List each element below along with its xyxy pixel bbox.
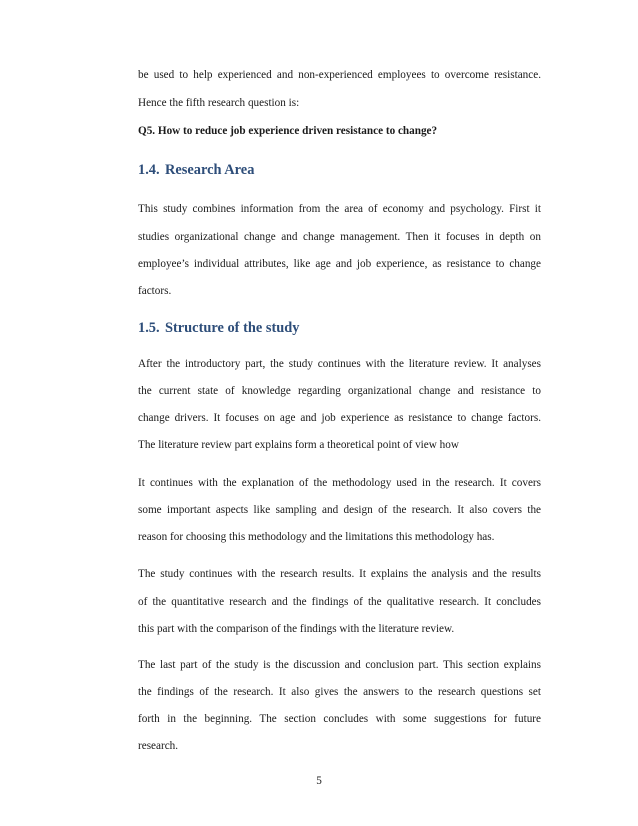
structure-p4-line: the findings of the research. It also gives the answers to the research questions set (138, 686, 541, 698)
structure-p1-line: The literature review part explains form a theoretical point of view how (138, 439, 459, 451)
heading-title: Research Area (165, 162, 255, 178)
structure-p2-line: It continues with the explanation of the methodology used in the research. It covers (138, 477, 541, 489)
structure-p1-line: After the introductory part, the study continues with the literature review. It analyses (138, 358, 541, 370)
structure-p3-line: The study continues with the research results. It explains the analysis and the results (138, 568, 541, 580)
structure-p4-line: research. (138, 740, 179, 752)
page-number: 5 (316, 775, 322, 787)
heading-number: 1.5. (138, 320, 160, 336)
research-question-5: Q5. How to reduce job experience driven resistance to change? (138, 125, 438, 137)
research-area-line: This study combines information from the area of economy and psychology. First it (138, 203, 541, 215)
structure-p1-line: change drivers. It focuses on age and job experience as resistance to change factors. (138, 412, 541, 424)
structure-p4-line: forth in the beginning. The section concludes with some suggestions for future (138, 713, 541, 725)
research-area-line: studies organizational change and change management. Then it focuses in depth on (138, 231, 541, 243)
heading-title: Structure of the study (165, 320, 300, 336)
research-area-line: employee’s individual attributes, like age and job experience, as resistance to change (138, 258, 541, 270)
structure-p4-line: The last part of the study is the discussion and conclusion part. This section explains (138, 659, 541, 671)
intro-line-1: be used to help experienced and non-experienced employees to overcome resistance. (138, 69, 541, 81)
structure-p3-line: this part with the comparison of the findings with the literature review. (138, 623, 455, 635)
structure-p1-line: the current state of knowledge regarding organizational change and resistance to (138, 385, 541, 397)
intro-line-2: Hence the fifth research question is: (138, 97, 300, 109)
heading-research-area (138, 162, 254, 179)
heading-structure-of-study (138, 320, 299, 337)
structure-p2-line: reason for choosing this methodology and the limitations this methodology has. (138, 531, 495, 543)
structure-p2-line: some important aspects like sampling and design of the research. It also covers the (138, 504, 541, 516)
structure-p3-line: of the quantitative research and the findings of the qualitative research. It concludes (138, 596, 541, 608)
research-area-line: factors. (138, 285, 172, 297)
heading-number: 1.4. (138, 162, 160, 178)
